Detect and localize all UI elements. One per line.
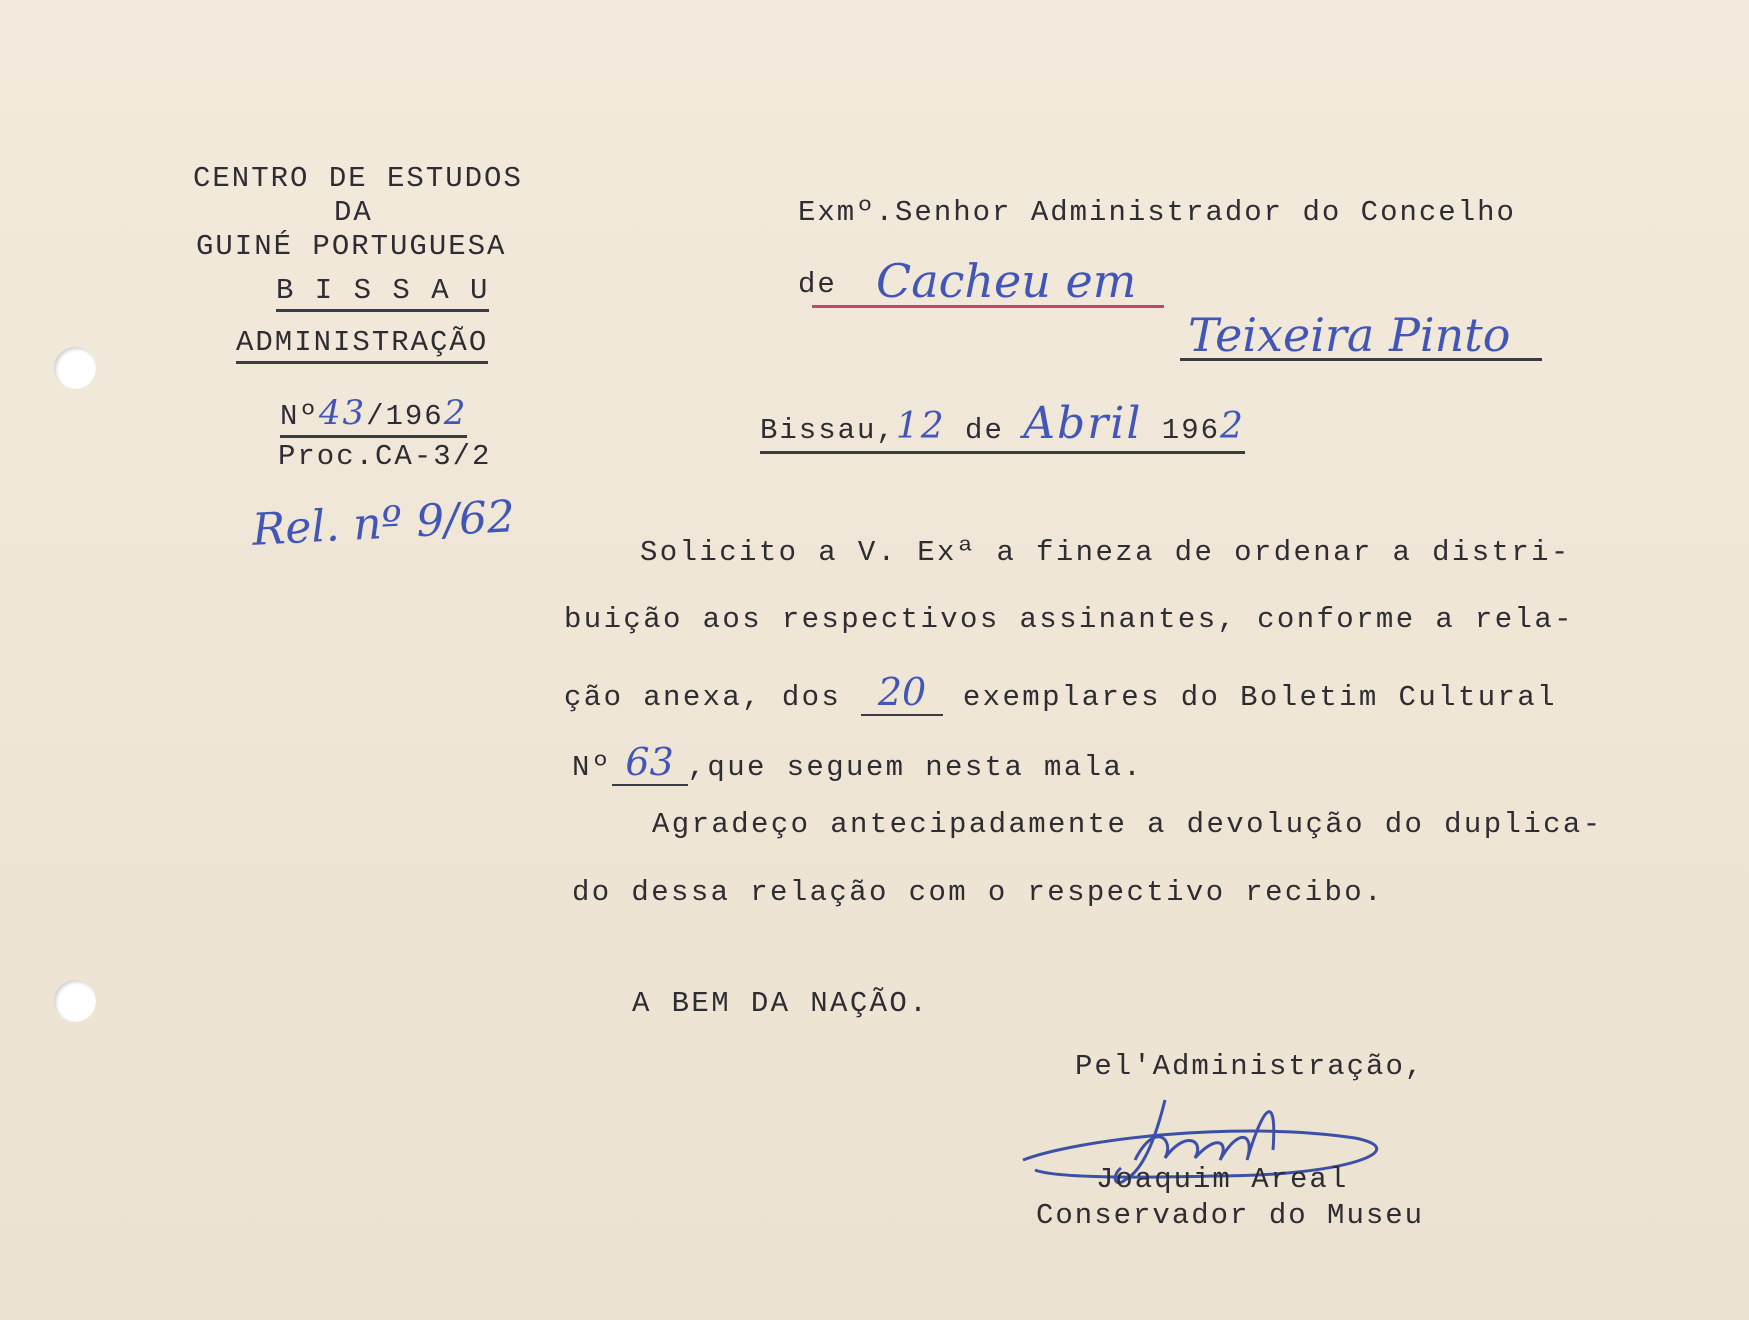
relation-note: Rel. nº 9/62 <box>250 491 517 556</box>
letter-number <box>280 393 467 438</box>
letterhead-line1: CENTRO DE ESTUDOS <box>193 162 523 195</box>
date-year: 2 <box>1220 406 1245 447</box>
number-prefix: Nº <box>280 400 319 433</box>
date-city: Bissau, <box>760 414 896 447</box>
punch-hole-bottom <box>54 980 96 1022</box>
copies-blank <box>861 670 943 716</box>
signature-on-behalf: Pel'Administração, <box>1075 1050 1425 1083</box>
date-de: de <box>965 414 1004 447</box>
body-line2: buição aos respectivos assinantes, conforme a rela- <box>564 603 1574 636</box>
body-line1: Solicito a V. Exª a fineza de ordenar a distri- <box>640 536 1571 569</box>
addressee-place: Cacheu em <box>876 254 1137 308</box>
number-handwritten: 43 <box>318 393 367 433</box>
signature-name: Joaquim Areal <box>1096 1163 1349 1196</box>
closing: A BEM DA NAÇÃO. <box>632 987 930 1020</box>
body-line5: Agradeço antecipadamente a devolução do duplica- <box>652 808 1603 841</box>
number-year-prefix: /196 <box>366 400 444 433</box>
body-line4-b: ,que seguem nesta mala. <box>687 751 1144 784</box>
body-line3-b: exemplares do Boletim Cultural <box>962 681 1557 714</box>
letterhead-department: ADMINISTRAÇÃO <box>236 326 488 364</box>
letterhead-line3: GUINÉ PORTUGUESA <box>196 230 507 263</box>
body-line6: do dessa relação com o respectivo recibo. <box>572 876 1384 909</box>
punch-hole-top <box>54 347 96 389</box>
date-year-prefix: 196 <box>1161 414 1221 447</box>
issue-handwritten: 63 <box>625 740 674 784</box>
signature-title: Conservador do Museu <box>1036 1199 1425 1232</box>
body-line4-a: Nº <box>572 751 612 784</box>
addressee-underline <box>1180 358 1542 361</box>
date-month: Abril <box>1023 398 1143 449</box>
date-line <box>760 398 1245 454</box>
red-underline <box>812 305 1164 308</box>
copies-handwritten: 20 <box>877 670 927 714</box>
addressee-name: Teixeira Pinto <box>1188 308 1511 362</box>
addressee-de: de <box>798 268 837 301</box>
letterhead-line2: DA <box>334 196 373 229</box>
process-number: Proc.CA-3/2 <box>278 440 492 473</box>
number-year-handwritten: 2 <box>443 393 468 433</box>
body-line4 <box>572 740 1143 786</box>
letterhead-city: B I S S A U <box>276 274 489 312</box>
date-day: 12 <box>895 406 946 447</box>
issue-blank <box>612 740 688 786</box>
body-line3 <box>564 670 1557 716</box>
addressee-salutation: Exmº.Senhor Administrador do Concelho <box>798 196 1516 229</box>
body-line3-a: ção anexa, dos <box>564 681 842 714</box>
